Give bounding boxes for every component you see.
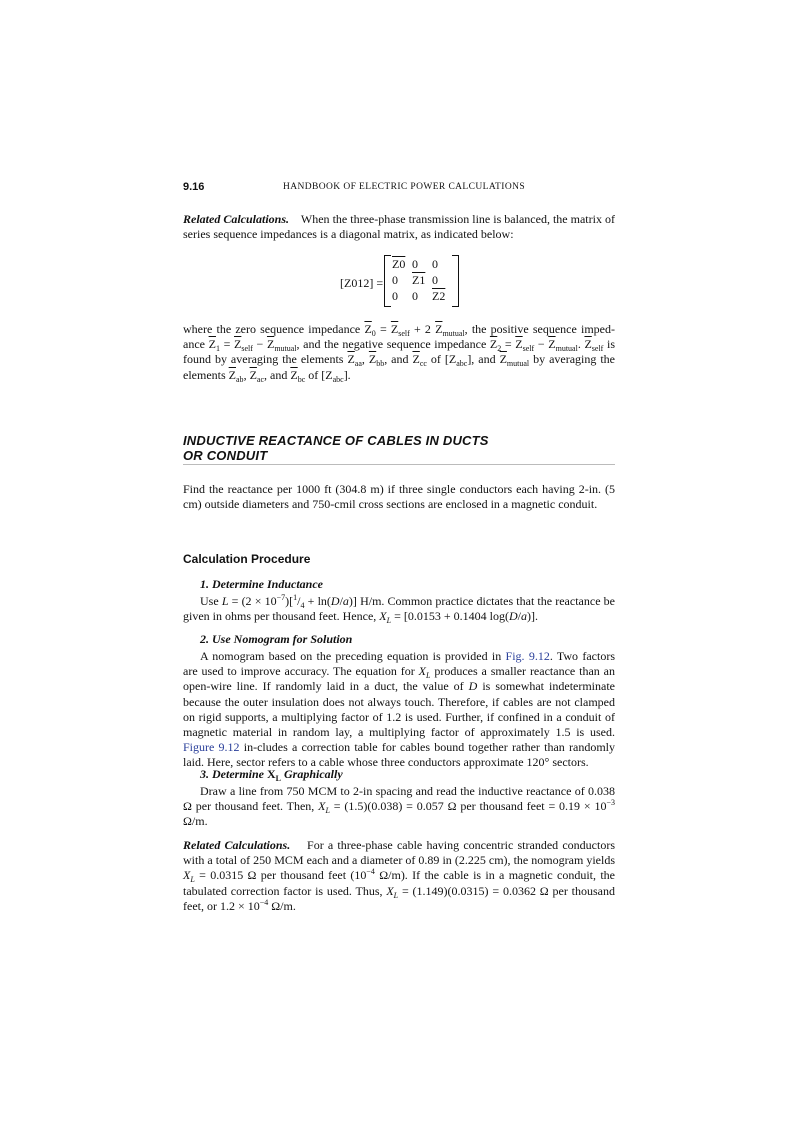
text-run: 3. Determine [200, 767, 267, 781]
text-run: is found by averaging the elements [183, 337, 615, 367]
figure-link[interactable]: Fig. 9.12 [505, 649, 550, 663]
text-run: by averaging the elements [183, 352, 616, 382]
step3-title: 3. Determine $X_L$ Graphically [200, 767, 343, 783]
related-calculations-2-paragraph: Related Calculations. For a three-phase cable having concentric stranded conductors with a total of 250 MCM each and a diameter of 0.89 in (2.225 cm), the nomogram yields $X_L = 0.0315$ Ω per thousand feet ($10^{-4}$ Ω/m). If the cable is in a magnetic conduit, the tabulated correction factor is used. Thus, $X_L = (1.149)(0.0315) = 0.0362$ Ω per thousand feet, or $1.2 \times 10^{-4}$ Ω/m. [183, 838, 615, 913]
matrix-cell: 0 [432, 257, 438, 271]
text-run: where the zero sequence impedance [183, 322, 365, 336]
text-run: of [Z [305, 367, 333, 382]
text-run: + ln( [304, 594, 331, 608]
text-run: )]. [526, 609, 538, 624]
where-paragraph: where the zero sequence impedance $\overline{Z}_0 = \overline{Z}_{self} + 2$ $\overline{Z}_{mutual}$, the positive sequence imped-ance $\overline{Z}_1 = \overline{Z}_{self} - \overline{Z}_{mutual}$, and the negative sequence impedance $\overline{Z}_2 = \overline{Z}_{self} - \overline{Z}_{mutual}$. $\overline{Z}_{self}$ is found by averaging the elements $\overline{Z}_{aa}$, $\overline{Z}_{bb}$, and $\overline{Z}_{cc}$ of $[Z_{abc}]$, and $\overline{Z}_{mutual}$ by averaging the elements $\overline{Z}_{ab}$, $\overline{Z}_{ac}$, and $\overline{Z}_{bc}$ of $[Z_{abc}]$. [183, 322, 616, 384]
section-divider [183, 464, 615, 465]
matrix-cell: 0 [412, 257, 418, 271]
text-run: and the negative sequence impedance [299, 337, 490, 352]
step3-paragraph: Draw a line from 750 MCM to 2-in spacing and read the inductive reactance of 0.038 Ω per thousand feet. Then, $X_L = (1.5)(0.038) = 0.057$ Ω per thousand feet = $0.19 \times 10^{-3}$ Ω/m. [183, 784, 615, 829]
section-title-line: OR CONDUIT [183, 448, 268, 463]
related-calculations-label: Related Calculations. [183, 838, 291, 852]
calculation-procedure-heading: Calculation Procedure [183, 552, 311, 566]
matrix-cell: Z1 [412, 273, 426, 287]
text-run: [ [289, 594, 294, 608]
text-run: = (1.5)(0.038) = 0.057 Ω per thousand feet = 0.19 × 10 [329, 799, 607, 814]
text-run: is somewhat indeterminate because the outer insulation does not always touch. Therefore, if cables are not clamped on rigid supports, a multiplying factor of 1.2 is used. Further, if confined in a conduit of magnetic material in random lay, a multiplying factor of approximately 1.5 is used. [183, 679, 615, 740]
text-run: of [Z [426, 352, 457, 367]
matrix-cell: 0 [412, 289, 418, 303]
matrix-cell: 0 [392, 273, 398, 287]
text-run: produces a smaller reactance than an open-wire line. If randomly laid in a duct, the value of [183, 664, 615, 694]
text-run: the positive sequence imped-ance [183, 322, 615, 352]
text-run: ]. [343, 367, 351, 382]
step1-title: 1. Determine Inductance [200, 577, 323, 591]
figure-link[interactable]: Figure 9.12 [183, 740, 240, 755]
text-run: ], and [467, 352, 500, 367]
matrix-grid [392, 257, 452, 305]
text-run: . Two factors are used to improve accuracy. The equation for [183, 649, 615, 679]
related-calculations-label: Related Calculations. [183, 212, 290, 226]
section-title-line: INDUCTIVE REACTANCE OF CABLES IN DUCTS [183, 433, 489, 448]
matrix-label: [Z012] = [340, 276, 384, 290]
matrix-cell: 0 [432, 273, 438, 287]
page-number: 9.16 [183, 181, 205, 193]
step2-paragraph: A nomogram based on the preceding equation is provided in Fig. 9.12. Two factors are used to improve accuracy. The equation for $X_L$ produces a smaller reactance than an open-wire line. If randomly laid in a duct, the value of D is somewhat indeterminate because the outer insulation does not always touch. Therefore, if cables are not clamped on rigid supports, a multiplying factor of 1.2 is used. Further, if confined in a conduit of magnetic material in random lay, a multiplying factor of approximately 1.5 is used. Figure 9.12 in-cludes a correction table for cables bound together rather than randomly laid. Here, sector refers to a cable whose three conductors approximate 120° sectors. [183, 649, 615, 770]
text-run: = [0.0153 + 0.1404 log( [391, 609, 509, 624]
section-title [183, 433, 615, 463]
matrix-left-bracket [384, 255, 391, 307]
step2-title: 2. Use Nomogram for Solution [200, 632, 353, 646]
text-run: Draw a line from 750 MCM to 2-in spacing and read the inductive reactance of 0.038 Ω per thousand feet. Then, [183, 784, 615, 814]
matrix-right-bracket [452, 255, 459, 307]
text-run: Ω/m. [268, 898, 296, 913]
text-run: in-cludes a correction table for cables bound together rather than randomly laid. Here, sector refers to a cable whose three conductors approximate 120° sectors. [183, 740, 615, 770]
related-calculations-paragraph [183, 212, 615, 242]
matrix-cell: Z2 [432, 289, 446, 303]
text-run: = 0.0315 Ω per thousand feet (10 [194, 868, 367, 883]
text-run: Ω/m. [183, 814, 208, 829]
text-run: Ω/m). If the cable is in a magnetic conduit, the tabulated correction factor is used. Thus, [183, 868, 615, 898]
running-title: HANDBOOK OF ELECTRIC POWER CALCULATIONS [283, 182, 526, 192]
problem-statement: Find the reactance per 1000 ft (304.8 m) if three single conductors each having 2-in. (5 cm) outside diameters and 750-cmil cross sections are enclosed in a magnetic conduit. [183, 482, 615, 512]
matrix-cell: 0 [392, 289, 398, 303]
text-run: A nomogram based on the preceding equation is provided in [200, 649, 506, 663]
related-calculations-text: When the three-phase transmission line is balanced, the matrix of series sequence impedances is a diagonal matrix, as indicated below: [183, 212, 615, 242]
text-run: Use [200, 594, 222, 608]
text-run: Graphically [281, 767, 343, 781]
step1-paragraph: Use $L = (2 \times 10^{-7})[^1/_4 + \ln(D/a)]$ H/m. Common practice dictates that the reactance be given in ohms per thousand feet. Hence, $X_L = [0.0153 + 0.1404$ log(D/a)]. [183, 593, 615, 626]
matrix-cell: Z0 [392, 257, 406, 271]
text-run: )] H/m. Common practice dictates that the reactance be given in ohms per thousand feet. Hence, [183, 594, 615, 624]
text-run: For a three-phase cable having concentric stranded conductors with a total of 250 MCM each and a diameter of 0.89 in (2.225 cm), the nomogram yields [183, 838, 615, 868]
text-run: = (1.149)(0.0315) = 0.0362 Ω per thousand feet, or 1.2 × 10 [183, 883, 615, 913]
